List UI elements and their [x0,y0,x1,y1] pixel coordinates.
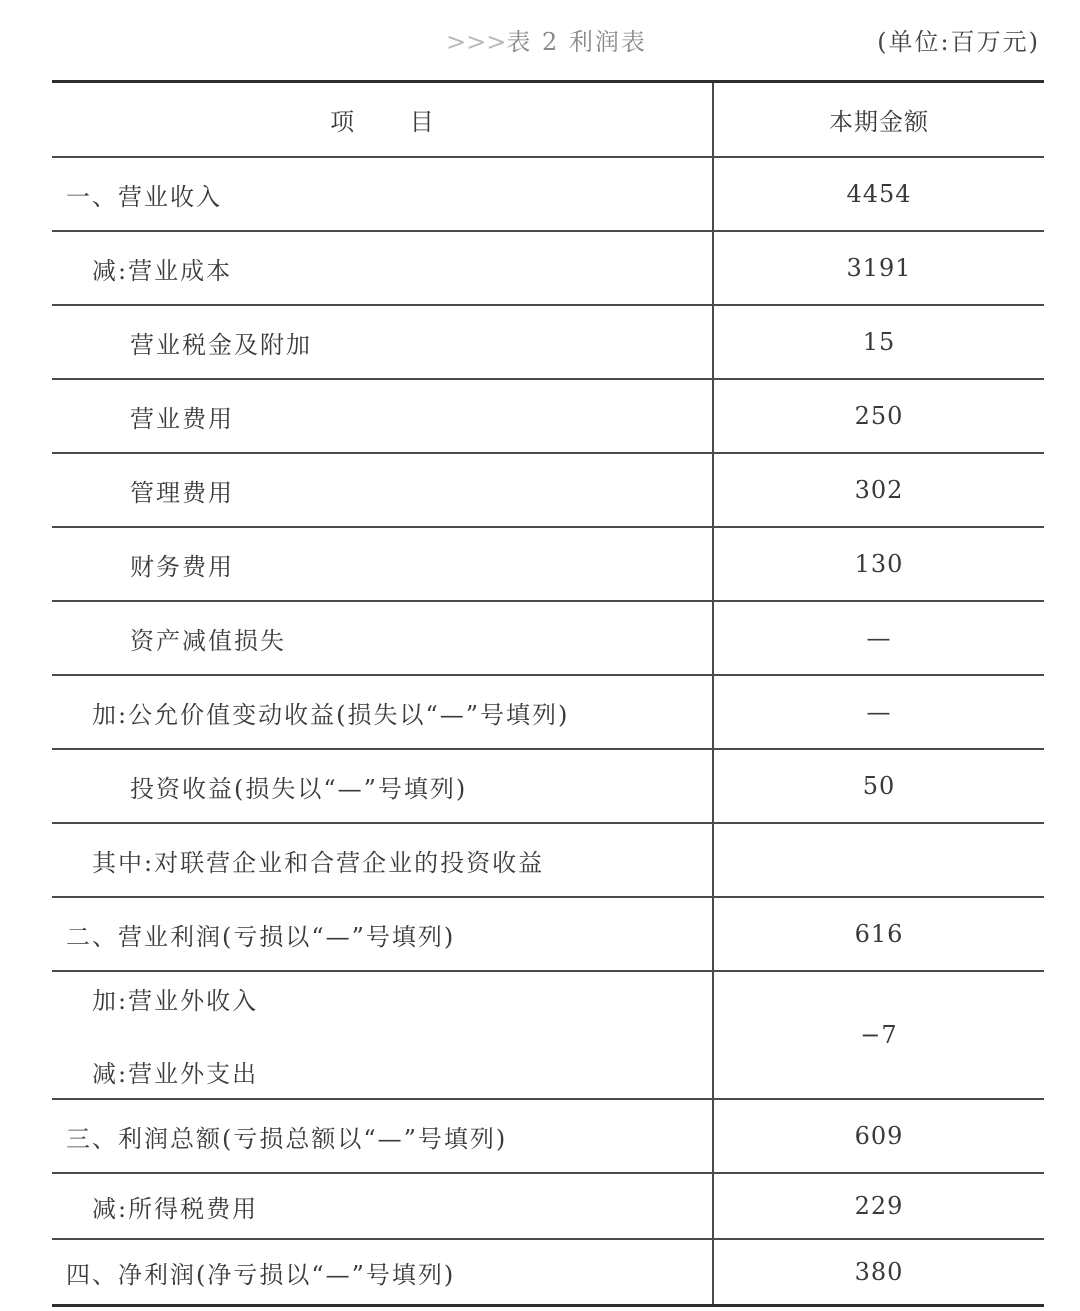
row-label: 三、利润总额(亏损总额以“—”号填列) [52,1099,713,1173]
row-amount: 380 [713,1239,1044,1306]
row-amount: — [713,675,1044,749]
row-amount: 616 [713,897,1044,971]
row-label: 四、净利润(净亏损以“—”号填列) [66,1260,456,1289]
row-amount: 229 [713,1173,1044,1239]
table-row [52,823,1044,897]
row-label: 减:营业外支出 [92,1060,259,1088]
row-label: 营业费用 [52,379,713,453]
header-item: 项 目 [52,82,713,158]
table-row [52,1099,1044,1173]
table-row [52,749,1044,823]
table-row [52,379,1044,453]
table-row [52,1173,1044,1239]
row-amount: 130 [713,527,1044,601]
row-amount: 50 [713,749,1044,823]
row-amount: −7 [713,971,1044,1099]
row-amount: 15 [713,305,1044,379]
row-label: 二、营业利润(亏损以“—”号填列) [52,897,713,971]
row-amount: 4454 [713,157,1044,231]
arrow-marker: >>> [446,28,507,56]
row-label: 资产减值损失 [52,601,713,675]
row-amount: 302 [713,453,1044,527]
row-label: 其中:对联营企业和合营企业的投资收益 [52,823,713,897]
row-label: 管理费用 [52,453,713,527]
row-label: 减:营业成本 [52,231,713,305]
table-row [52,157,1044,231]
row-label: 加:营业外收入 [92,987,259,1015]
table-row [52,305,1044,379]
row-label: 一、营业收入 [52,157,713,231]
unit-label: (单位:百万元) [877,28,1040,56]
table-row [52,231,1044,305]
table-row [52,897,1044,971]
row-label: 减:所得税费用 [52,1173,713,1239]
row-amount: 3191 [713,231,1044,305]
table-caption [0,20,1080,60]
row-label: 营业税金及附加 [52,305,713,379]
header-row [52,82,1044,158]
table-row [52,601,1044,675]
table-row [52,453,1044,527]
table-title-text: 表 2 利润表 [506,28,647,56]
row-amount: 250 [713,379,1044,453]
table-title [446,22,647,57]
table-row [52,675,1044,749]
row-amount: 609 [713,1099,1044,1173]
row-label: 财务费用 [52,527,713,601]
row-label: 加:公允价值变动收益(损失以“—”号填列) [52,675,713,749]
row-amount: — [713,601,1044,675]
table-row [52,527,1044,601]
table-row [52,1239,1044,1306]
row-label-pair [52,971,713,1099]
table-row [52,971,1044,1099]
income-statement-table [52,80,1044,1307]
row-label: 投资收益(损失以“—”号填列) [52,749,713,823]
row-amount [713,823,1044,897]
header-amount: 本期金额 [713,82,1044,158]
